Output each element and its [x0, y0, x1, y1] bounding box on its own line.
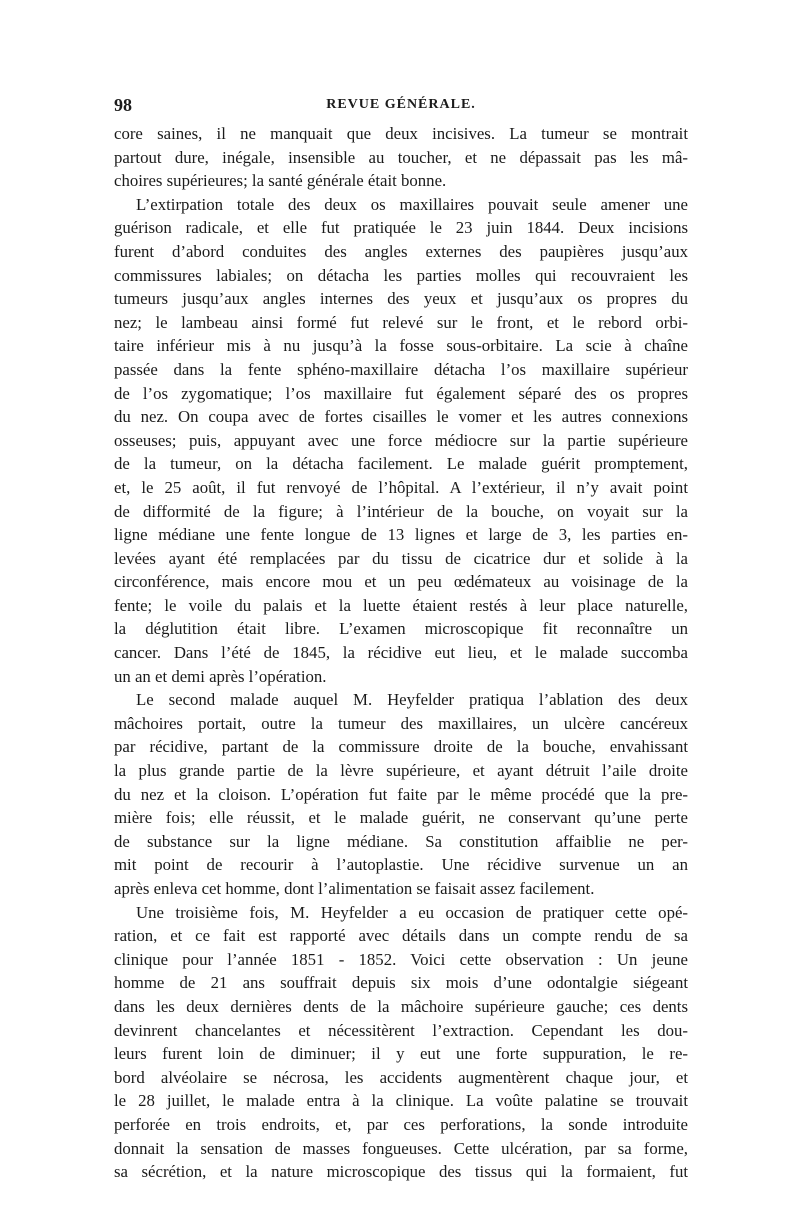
text-line: le 28 juillet, le malade entra à la clinique. La voûte palatine se trouvait — [114, 1091, 688, 1111]
text-line: levées ayant été remplacées par du tissu de cicatrice dur et solide à la — [114, 548, 688, 568]
text-line: de difformité de la figure; à l’intérieur de la bouche, on voyait sur la — [114, 501, 688, 521]
text-line: et, le 25 août, il fut renvoyé de l’hôpital. A l’extérieur, il n’y avait point — [114, 477, 688, 497]
text-line: core saines, il ne manquait que deux incisives. La tumeur se montrait — [114, 124, 688, 143]
text-line: sa sécrétion, et la nature microscopique des tissus qui la formaient, fut — [114, 1162, 688, 1182]
text-line: homme de 21 ans souffrait depuis six mois d’une odontalgie siégeant — [114, 973, 688, 993]
text-line: ligne médiane une fente longue de 13 lignes et large de 3, les parties en- — [114, 525, 688, 545]
text-line: Une troisième fois, M. Heyfelder a eu occasion de pratiquer cette opé- — [136, 902, 688, 922]
text-line: par récidive, partant de la commissure droite de la bouche, envahissant — [114, 737, 688, 757]
text-line: donnait la sensation de masses fongueuses. Cette ulcération, par sa forme, — [114, 1138, 688, 1158]
text-line: choires supérieures; la santé générale était bonne. — [114, 171, 447, 191]
text-line: du nez. On coupa avec de fortes cisailles le vomer et les autres connexions — [114, 407, 688, 427]
text-line: devinrent chancelantes et nécessitèrent l’extraction. Cependant les dou- — [114, 1020, 688, 1040]
text-line: guérison radicale, et elle fut pratiquée le 23 juin 1844. Deux incisions — [114, 218, 688, 238]
text-line: Le second malade auquel M. Heyfelder pratiqua l’ablation des deux — [136, 690, 688, 710]
page-number: 98 — [114, 95, 132, 115]
text-line: mâchoires portait, outre la tumeur des maxillaires, un ulcère cancéreux — [114, 713, 688, 733]
text-line: dans les deux dernières dents de la mâchoire supérieure gauche; ces dents — [114, 996, 688, 1016]
text-line: partout dure, inégale, insensible au toucher, et ne dépassait pas les mâ- — [114, 147, 688, 167]
text-line: mière fois; elle réussit, et le malade guérit, ne conservant qu’une perte — [114, 808, 688, 828]
text-line: ration, et ce fait est rapporté avec détails dans un compte rendu de sa — [114, 926, 688, 946]
text-line: de substance sur la ligne médiane. Sa constitution affaiblie ne per- — [114, 831, 688, 851]
running-head — [114, 92, 688, 118]
body-text — [114, 122, 688, 1184]
text-line: furent d’abord conduites des angles externes des paupières jusqu’aux — [114, 241, 688, 261]
text-line: clinique pour l’année 1851 - 1852. Voici cette observation : Un jeune — [114, 949, 688, 969]
text-line: commissures labiales; on détacha les parties molles qui recouvraient les — [114, 265, 688, 285]
text-line: tumeurs jusqu’aux angles internes des yeux et jusqu’aux os propres du — [114, 289, 688, 309]
text-line: la déglutition était libre. L’examen microscopique fit reconnaître un — [114, 619, 688, 639]
text-line: fente; le voile du palais et la luette étaient restés à leur place naturelle, — [114, 595, 688, 615]
text-line: cancer. Dans l’été de 1845, la récidive eut lieu, et le malade succomba — [114, 643, 688, 663]
text-line: de l’os zygomatique; l’os maxillaire fut également séparé des os propres — [114, 383, 688, 403]
text-line: passée dans la fente sphéno-maxillaire détacha l’os maxillaire supérieur — [114, 359, 688, 379]
text-line: mit point de recourir à l’autoplastie. Une récidive survenue un an — [114, 855, 688, 875]
text-line: perforée en trois endroits, et, par ces perforations, la sonde introduite — [114, 1114, 688, 1134]
text-line: après enleva cet homme, dont l’alimentation se faisait assez facilement. — [114, 879, 595, 898]
text-line: bord alvéolaire se nécrosa, les accidents augmentèrent chaque jour, et — [114, 1067, 688, 1087]
running-title: REVUE GÉNÉRALE. — [326, 97, 476, 112]
text-line: un an et demi après l’opération. — [114, 666, 327, 686]
text-line: taire inférieur mis à nu jusqu’à la fosse sous-orbitaire. La scie à chaîne — [114, 336, 688, 356]
text-line: L’extirpation totale des deux os maxillaires pouvait seule amener une — [136, 194, 688, 214]
text-line: osseuses; puis, appuyant avec une force médiocre sur la partie supérieure — [114, 430, 688, 450]
text-line: du nez et la cloison. L’opération fut faite par le même procédé que la pre- — [114, 784, 688, 804]
book-page — [114, 92, 688, 1184]
text-line: de la tumeur, on la détacha facilement. Le malade guérit promptement, — [114, 454, 688, 474]
text-line: circonférence, mais encore mou et un peu œdémateux au voisinage de la — [114, 572, 688, 592]
text-line: leurs furent loin de diminuer; il y eut une forte suppuration, le re- — [114, 1044, 688, 1064]
text-line: nez; le lambeau ainsi formé fut relevé sur le front, et le rebord orbi- — [114, 312, 688, 332]
text-line: la plus grande partie de la lèvre supérieure, et ayant détruit l’aile droite — [114, 761, 688, 781]
